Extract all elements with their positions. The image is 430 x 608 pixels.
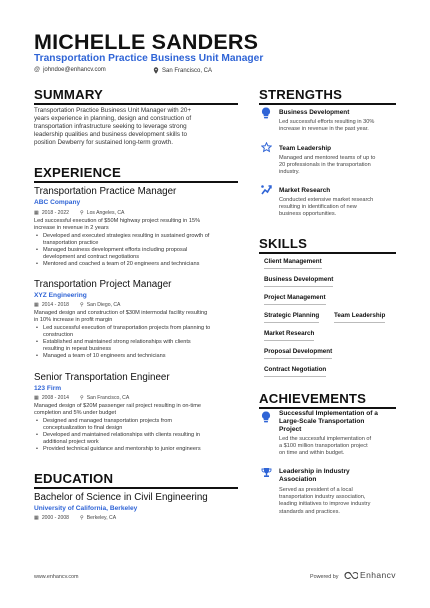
job-dates: 2014 - 2018	[41, 302, 70, 308]
list-item: • Designed and managed transportation projects from conceptualization to final design	[34, 418, 201, 432]
company-name: ABC Company	[34, 199, 81, 206]
job-dates: 2018 - 2022	[41, 210, 70, 216]
skill-tag: Proposal Development	[264, 348, 332, 359]
strength-desc: Led successful efforts resulting in 30% increase in revenue in the past year.	[279, 119, 375, 133]
trophy-icon	[260, 467, 272, 479]
email-text: johndoe@enhancv.com	[43, 67, 106, 73]
job-bullets	[34, 418, 201, 453]
list-item: • Established and maintained strong relationships with clients resulting in repeat business	[34, 339, 210, 353]
skills-divider	[259, 252, 396, 254]
experience-heading: EXPERIENCE	[34, 165, 122, 180]
achievements-heading: ACHIEVEMENTS	[259, 391, 367, 406]
company-name: 123 Firm	[34, 385, 62, 392]
job-description: Managed design and construction of $30M intermodal facility resulting in 10% increase in profit margin	[34, 310, 208, 324]
chart-icon	[260, 184, 272, 196]
job-bullets	[34, 325, 210, 360]
job-location: Los Angeles, CA	[86, 210, 125, 216]
skills-heading: SKILLS	[259, 236, 308, 251]
list-item: • Managed a team of 10 engineers and technicians	[34, 353, 210, 360]
job-meta	[34, 302, 120, 308]
job-description: Managed design of $20M passenger rail project resulting in on-time completion and 5% under budget	[34, 403, 201, 417]
education-location: Berkeley, CA	[86, 515, 117, 521]
school-name: University of California, Berkeley	[34, 505, 138, 512]
job-location: San Diego, CA	[86, 302, 121, 308]
lightbulb-icon	[260, 107, 272, 119]
education-heading: EDUCATION	[34, 471, 114, 486]
achievement-desc: Led the successful implementation of a $100 million transportation project on time and within budget.	[279, 436, 372, 457]
job-location: San Francisco, CA	[86, 395, 130, 401]
footer-powered-by: Powered by	[310, 574, 339, 580]
skill-tag: Contract Negotiation	[264, 366, 326, 377]
location-pin-icon: ⚲	[80, 302, 84, 308]
brand-logo[interactable]	[344, 570, 396, 580]
skill-tag: Team Leadership	[334, 312, 385, 323]
list-item: • Led successful execution of transportation projects from planning to construction	[34, 325, 210, 339]
location-pin-icon	[153, 67, 159, 74]
job-title: Transportation Practice Manager	[34, 186, 177, 197]
star-icon	[260, 142, 272, 154]
summary-heading: SUMMARY	[34, 87, 104, 102]
strength-title: Market Research	[279, 187, 331, 194]
job-dates: 2008 - 2014	[41, 395, 70, 401]
education-divider	[34, 487, 238, 489]
calendar-icon: ▦	[34, 210, 39, 216]
list-item: • Managed business development efforts including proposal development and contract negotiations	[34, 247, 209, 261]
degree-title: Bachelor of Science in Civil Engineering	[34, 492, 208, 503]
location-pin-icon: ⚲	[80, 395, 84, 401]
calendar-icon: ▦	[34, 395, 39, 401]
job-bullets	[34, 233, 209, 268]
strength-title: Team Leadership	[279, 145, 332, 152]
strength-title: Business Development	[279, 109, 350, 116]
candidate-title: Transportation Practice Business Unit Manager	[34, 53, 264, 64]
job-title: Senior Transportation Engineer	[34, 372, 170, 383]
achievement-title: Leadership in Industry Association	[279, 468, 350, 483]
experience-divider	[34, 181, 238, 183]
enhancv-logo-icon	[344, 571, 358, 580]
job-meta	[34, 395, 129, 401]
skill-tag: Client Management	[264, 258, 322, 269]
education-dates: 2000 - 2008	[41, 515, 70, 521]
skill-tag: Business Development	[264, 276, 333, 287]
contact-email[interactable]	[34, 67, 106, 73]
location-pin-icon: ⚲	[80, 210, 84, 216]
skill-tag: Project Management	[264, 294, 326, 305]
skill-tag: Market Research	[264, 330, 314, 341]
achievement-desc: Served as president of a local transportation industry association, leading initiatives to improve industry standards and practices.	[279, 487, 371, 515]
summary-text: Transportation Practice Business Unit Manager with 20+ years experience in planning, design and construction of transportation infrastructure seeking to leverage strong leadership qualities and business development skills to position Dewberry for sustained long-term growth.	[34, 107, 192, 147]
location-pin-icon: ⚲	[80, 515, 84, 521]
strength-desc: Conducted extensive market research resulting in identification of new business opportunities.	[279, 197, 374, 218]
achievements-divider	[259, 407, 396, 409]
summary-divider	[34, 103, 238, 105]
at-icon: @	[34, 67, 41, 73]
location-text: San Francisco, CA	[162, 67, 213, 74]
skill-tag: Strategic Planning	[264, 312, 319, 323]
strength-desc: Managed and mentored teams of up to 20 professionals in the transportation industry.	[279, 155, 376, 176]
list-item: • Provided technical guidance and mentorship to junior engineers	[34, 446, 201, 453]
list-item: • Developed and maintained relationships with clients resulting in additional project work	[34, 432, 201, 446]
list-item: • Developed and executed strategies resulting in sustained growth of transportation practice	[34, 233, 209, 247]
brand-name: Enhancv	[360, 570, 396, 580]
achievement-title: Successful Implementation of a Large-Scale Transportation Project	[279, 410, 378, 433]
education-meta	[34, 515, 116, 521]
footer-url[interactable]: www.enhancv.com	[34, 574, 79, 580]
strengths-heading: STRENGTHS	[259, 87, 343, 102]
calendar-icon: ▦	[34, 302, 39, 308]
company-name: XYZ Engineering	[34, 292, 87, 299]
calendar-icon: ▦	[34, 515, 39, 521]
job-meta	[34, 210, 124, 216]
job-title: Transportation Project Manager	[34, 279, 172, 290]
contact-location	[153, 67, 212, 74]
strengths-divider	[259, 103, 396, 105]
candidate-name: MICHELLE SANDERS	[34, 30, 259, 54]
lightbulb-icon	[260, 411, 272, 423]
list-item: • Mentored and coached a team of 20 engineers and technicians	[34, 261, 209, 268]
job-description: Led successful execution of $50M highway project resulting in 15% increase in revenue in 2 years	[34, 218, 201, 232]
